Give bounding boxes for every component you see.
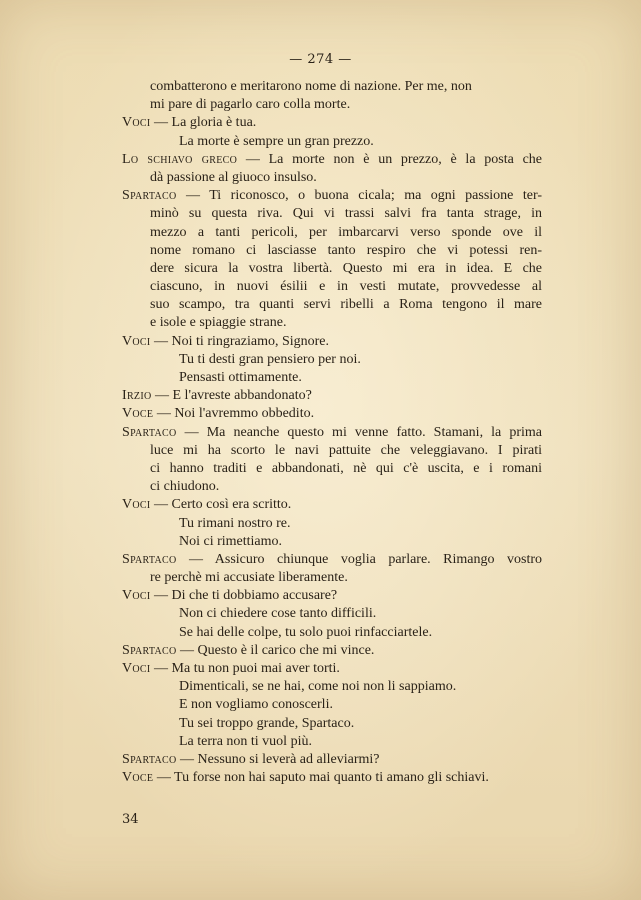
line-text: suo scampo, tra quanti servi ribelli a Roma tengono il mare	[150, 297, 542, 313]
speech-line	[122, 114, 542, 132]
line-text: Tu rimani nostro re.	[179, 515, 291, 531]
line-text: mi pare di pagarlo caro colla morte.	[150, 97, 351, 113]
text-line	[122, 678, 542, 696]
line-text: e isole e spiaggie strane.	[150, 315, 287, 331]
text-line	[122, 296, 542, 314]
line-text: Tu ti desti gran pensiero per noi.	[179, 351, 361, 367]
line-text: — Di che ti dobbiamo accusare?	[154, 588, 338, 604]
line-text: nome romano ci lasciasse tanto respiro che vi potessi ren-	[150, 242, 542, 258]
text-line	[122, 624, 542, 642]
speech-line	[122, 151, 542, 169]
line-text: — Ti riconosco, o buona cicala; ma ogni passione ter-	[186, 188, 542, 204]
text-line	[122, 78, 542, 96]
line-text: — Nessuno si leverà ad alleviarmi?	[180, 751, 380, 767]
text-line	[122, 569, 542, 587]
speaker-name: Voci	[122, 115, 151, 131]
line-text: dere sicura la vostra libertà. Questo mi era in idea. E che	[150, 260, 542, 276]
speaker-name: Irzio	[122, 388, 152, 404]
text-line	[122, 169, 542, 187]
dialogue-text	[122, 78, 542, 787]
text-line	[122, 314, 542, 332]
text-line	[122, 733, 542, 751]
speech-line	[122, 642, 542, 660]
line-text: minò su questa riva. Qui vi trassi salvi fra tanta strage, in	[150, 206, 542, 222]
speech-line	[122, 551, 542, 569]
text-line	[122, 715, 542, 733]
text-line	[122, 205, 542, 223]
text-line	[122, 442, 542, 460]
line-text: — Ma neanche questo mi venne fatto. Stamani, la prima	[184, 424, 542, 440]
line-text: mezzo a tanti pericoli, per imbarcarvi verso sponde ove il	[150, 224, 542, 240]
text-line	[122, 369, 542, 387]
text-line	[122, 242, 542, 260]
speaker-name: Voci	[122, 588, 151, 604]
line-text: — Certo così era scritto.	[154, 497, 292, 513]
speech-line	[122, 387, 542, 405]
line-text: Pensasti ottimamente.	[179, 370, 302, 385]
line-text: Noi ci rimettiamo.	[179, 533, 283, 549]
line-text: luce mi ha scorto le navi pattuite che veleggiavano. I pirati	[150, 442, 542, 458]
speech-line	[122, 424, 542, 442]
text-line	[122, 460, 542, 478]
text-line	[122, 96, 542, 114]
speech-line	[122, 660, 542, 678]
speaker-name: Spartaco	[122, 551, 177, 567]
line-text: dà passione al giuoco insulso.	[150, 169, 317, 185]
line-text: — Assicuro chiunque voglia parlare. Rimango vostro	[189, 551, 542, 567]
speaker-name: Voci	[122, 497, 151, 513]
line-text: — E l'avreste abbandonato?	[155, 388, 312, 404]
speaker-name: Spartaco	[122, 424, 177, 440]
speaker-name: Spartaco	[122, 751, 177, 767]
text-line	[122, 278, 542, 296]
speaker-name: Voci	[122, 333, 151, 349]
speaker-name: Voce	[122, 406, 154, 422]
line-text: E non vogliamo conoscerli.	[179, 697, 333, 713]
text-line	[122, 515, 542, 533]
speech-line	[122, 333, 542, 351]
line-text: Dimenticali, se ne hai, come noi non li sappiamo.	[179, 679, 457, 695]
speaker-name: Spartaco	[122, 642, 177, 658]
line-text: Non ci chiedere cose tanto difficili.	[179, 606, 377, 622]
text-line	[122, 533, 542, 551]
line-text: La terra non ti vuol più.	[179, 733, 312, 749]
line-text: re perchè mi accusiate liberamente.	[150, 570, 348, 586]
line-text: ci chiudono.	[150, 479, 220, 495]
speech-line	[122, 496, 542, 514]
text-line	[122, 224, 542, 242]
text-line	[122, 260, 542, 278]
speech-line	[122, 769, 542, 787]
line-text: — La gloria è tua.	[154, 115, 257, 131]
speaker-name: Voci	[122, 661, 151, 676]
text-line	[122, 478, 542, 496]
line-text: — Tu forse non hai saputo mai quanto ti amano gli schiavi.	[156, 770, 489, 786]
page-number: — 274 —	[289, 52, 352, 67]
speaker-name: Lo schiavo greco	[122, 151, 238, 167]
speech-line	[122, 405, 542, 423]
line-text: Se hai delle colpe, tu solo puoi rinfacciartele.	[179, 624, 433, 640]
line-text: Tu sei troppo grande, Spartaco.	[179, 715, 355, 731]
text-line	[122, 133, 542, 151]
text-line	[122, 351, 542, 369]
line-text: — Questo è il carico che mi vince.	[180, 642, 375, 658]
speech-line	[122, 587, 542, 605]
text-line	[122, 605, 542, 623]
line-text: — La morte non è un prezzo, è la posta che	[245, 151, 542, 167]
speaker-name: Voce	[122, 770, 154, 786]
line-text: combatterono e meritarono nome di nazione. Per me, non	[150, 79, 472, 94]
line-text: ciascuno, in nuovi ésilii e in vesti mutate, provvedesse al	[150, 279, 542, 295]
speech-line	[122, 187, 542, 205]
text-line	[122, 696, 542, 714]
printer-signature-mark: 34	[122, 812, 139, 827]
line-text: La morte è sempre un gran prezzo.	[179, 133, 374, 149]
line-text: — Ma tu non puoi mai aver torti.	[154, 661, 340, 676]
speech-line	[122, 751, 542, 769]
line-text: ci hanno traditi e abbandonati, nè qui c'è uscita, e i romani	[150, 460, 542, 476]
line-text: — Noi l'avremmo obbedito.	[156, 406, 315, 422]
line-text: — Noi ti ringraziamo, Signore.	[154, 333, 330, 349]
speaker-name: Spartaco	[122, 188, 177, 204]
